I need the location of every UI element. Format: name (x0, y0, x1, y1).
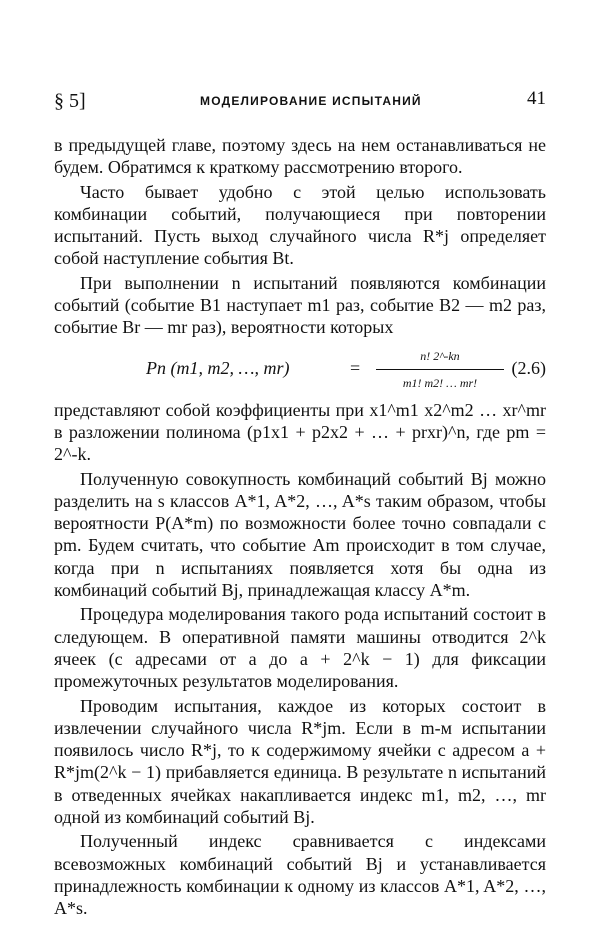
formula-number: (2.6) (511, 357, 546, 378)
paragraph-6: Процедура моделирования такого рода испытаний состоит в следующем. В оперативной памяти машины отводится 2^k ячеек (с адресами от a до a + 2^k − 1) для фиксации промежуточных результатов моделирования. (54, 604, 546, 692)
body-text (54, 134, 546, 920)
paragraph-5: Полученную совокупность комбинаций событий Bj можно разделить на s классов A*1, A*2, …, A*s таким образом, чтобы вероятности P(A*m) по возможности более точно совпадали с pm. Будем считать, что событие Am происходит в том случае, когда при n испытаниях появляется хотя бы одна из комбинаций событий Bj, принадлежащая классу A*m. (54, 468, 546, 601)
formula-fraction (370, 345, 510, 395)
page-number: 41 (527, 88, 546, 109)
formula-2-6 (54, 345, 546, 395)
formula-numerator: n! 2^-kn (420, 348, 460, 363)
header-title: МОДЕЛИРОВАНИЕ ИСПЫТАНИЙ (200, 94, 422, 108)
formula-denominator: m1! m2! … mr! (402, 375, 478, 390)
paragraph-8: Полученный индекс сравнивается с индексами всевозможных комбинаций событий Bj и устанавливается принадлежность комбинации к одному из классов A*1, A*2, …, A*s. (54, 831, 546, 919)
paragraph-1: в предыдущей главе, поэтому здесь на нем останавливаться не будем. Обратимся к краткому рассмотрению второго. (54, 135, 546, 178)
paragraph-2: Часто бывает удобно с этой целью использовать комбинации событий, получающиеся при повторении испытаний. Пусть выход случайного числа R*j определяет собой наступление события Bt. (54, 181, 546, 269)
formula-lhs: Pn (m1, m2, …, mr) (146, 357, 290, 378)
formula-equals: = (350, 357, 361, 378)
paragraph-7: Проводим испытания, каждое из которых состоит в извлечении случайного числа R*jm. Если в m-м испытании появилось число R*j, то к содержимому ячейки с адресом a + R*jm(2^k − 1) прибавляется единица. В результате n испытаний в отведенных ячейках накапливается индекс m1, m2, …, mr одной из комбинаций событий Bj. (54, 695, 546, 828)
section-marker: § 5] (54, 90, 86, 112)
paragraph-3: При выполнении n испытаний появляются комбинации событий (событие B1 наступает m1 раз, событие B2 — m2 раз, событие Br — mr раз), вероятности которых (54, 272, 546, 338)
paragraph-4: представляют собой коэффициенты при x1^m1 x2^m2 … xr^mr в разложении полинома (p1x1 + p2x2 + … + prxr)^n, где pm = 2^-k. (54, 399, 546, 465)
running-header (54, 88, 546, 118)
